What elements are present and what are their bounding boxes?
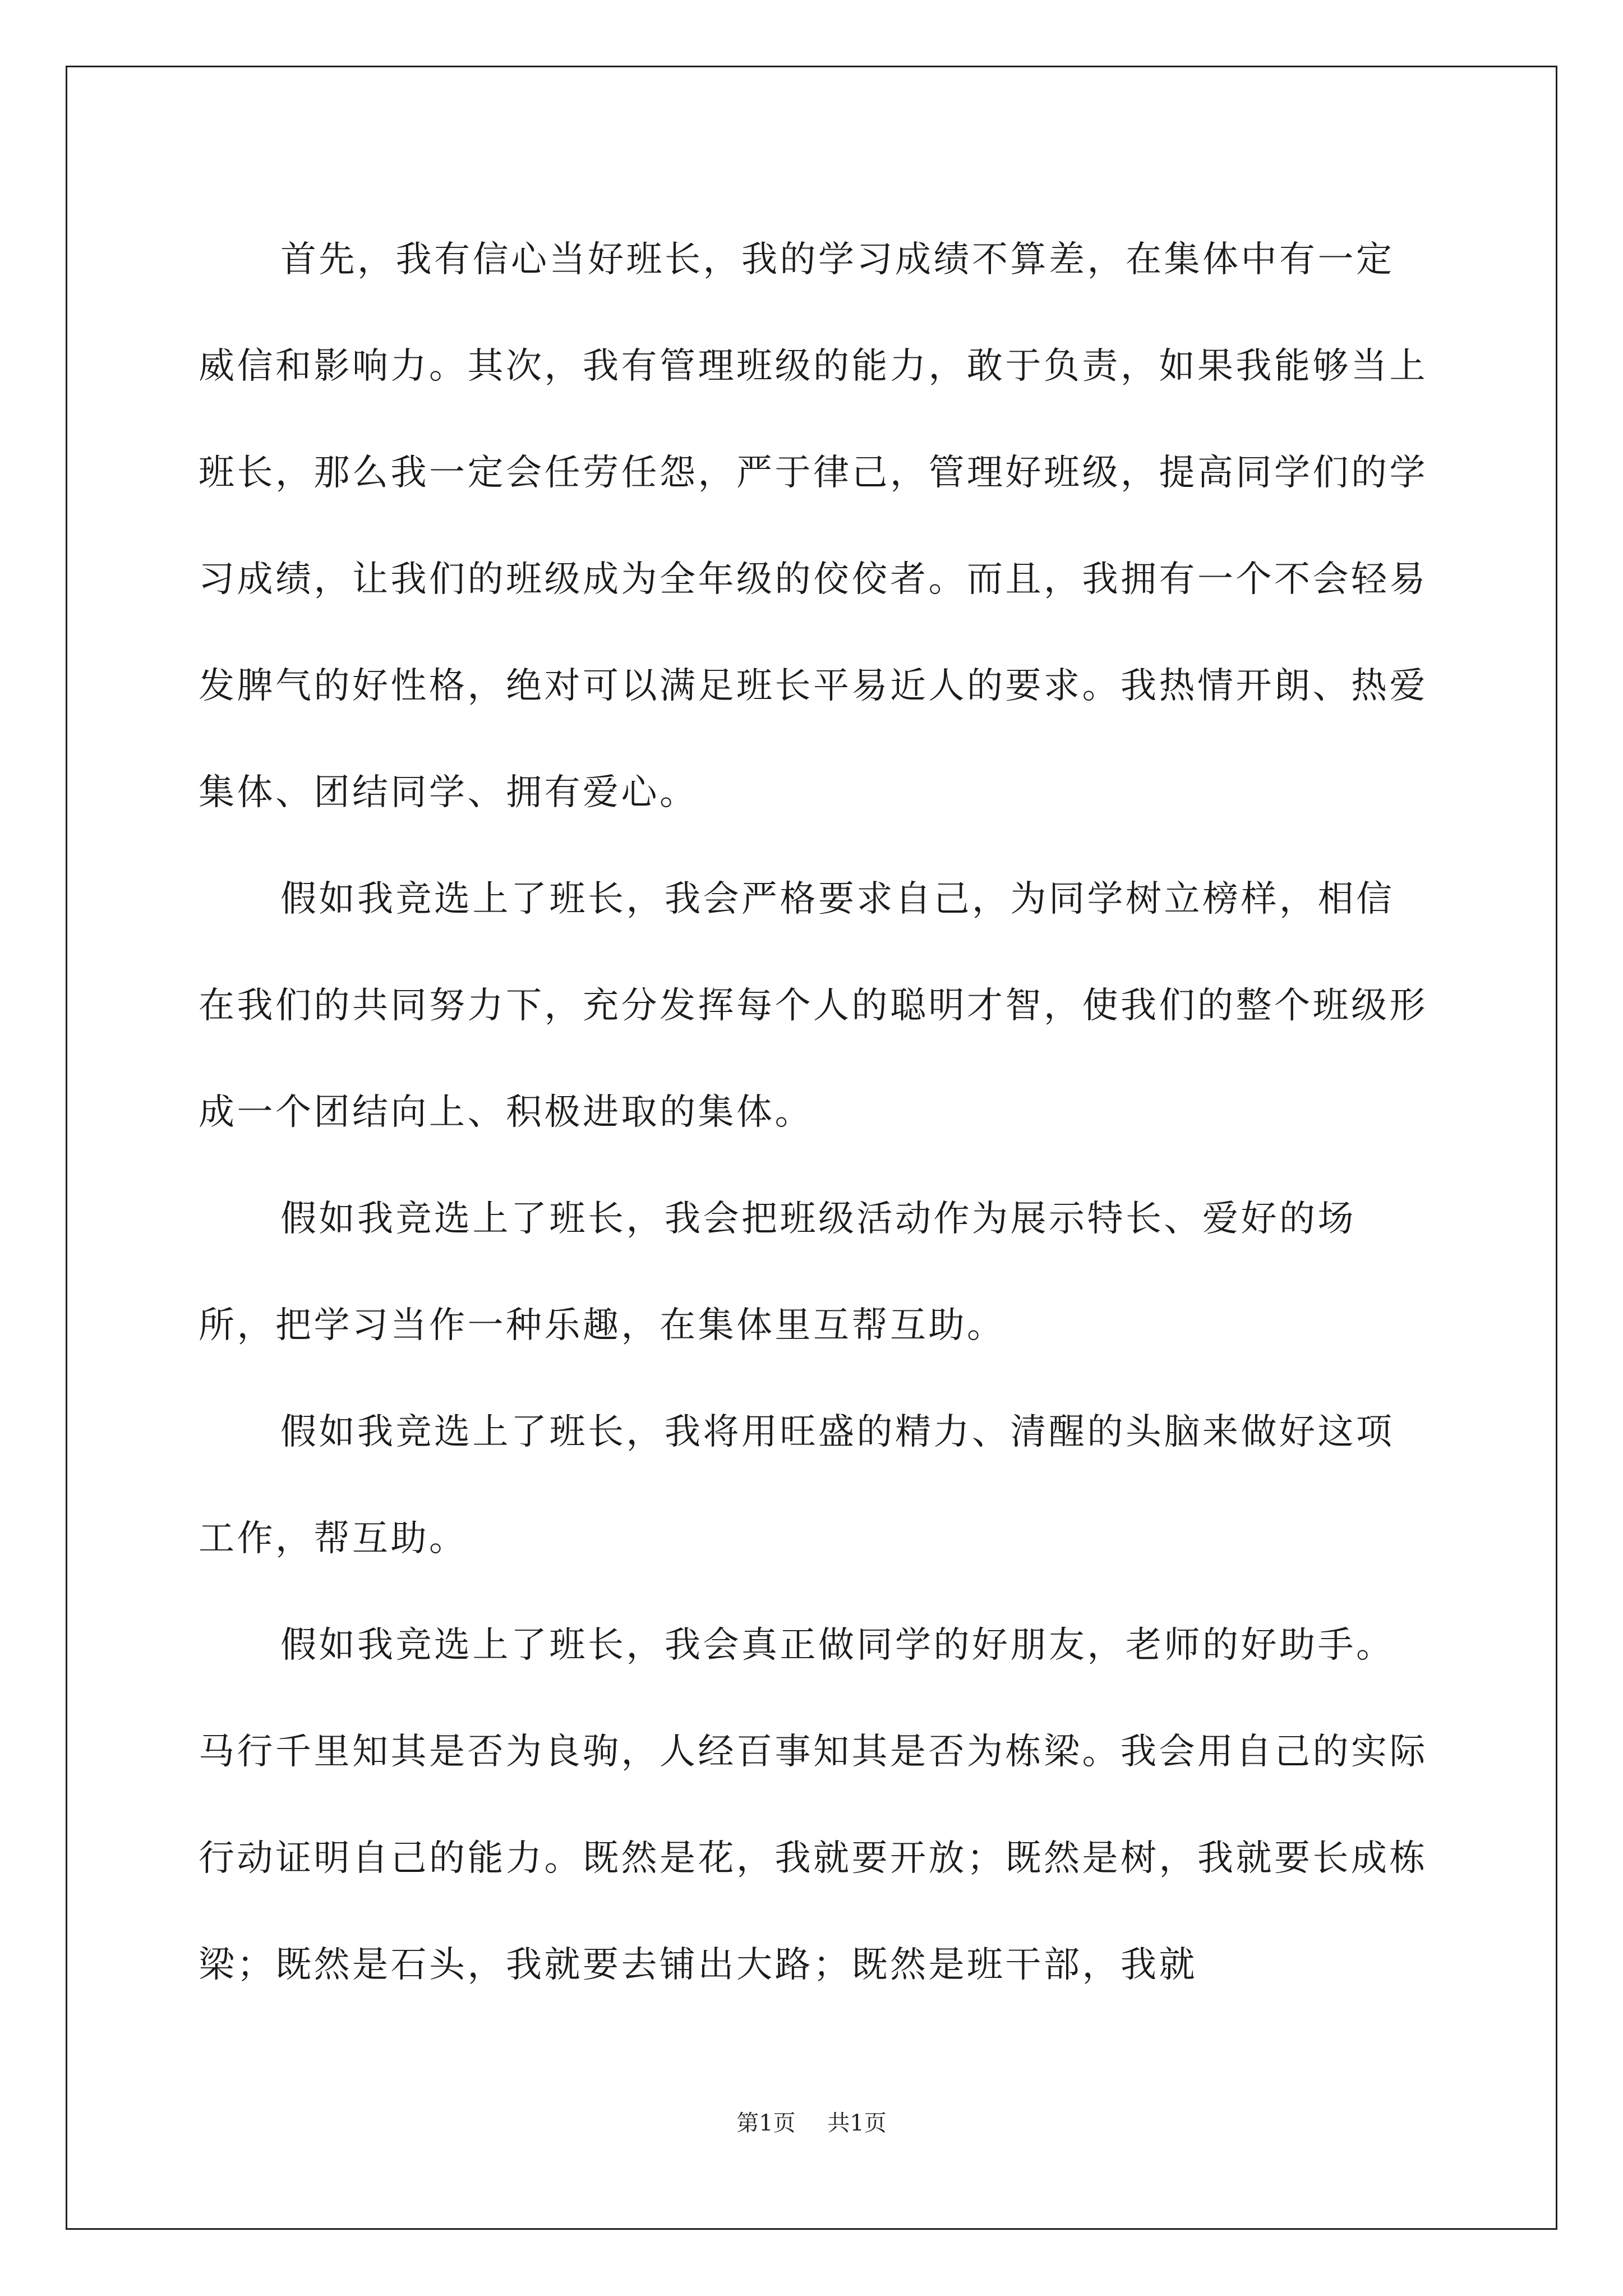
paragraph-5: 假如我竞选上了班长，我会真正做同学的好朋友，老师的好助手。马行千里知其是否为良驹，人经百事知其是否为栋梁。我会用自己的实际行动证明自己的能力。既然是花，我就要开放；既然是树，我就要长成栋梁；既然是石头，我就要去铺出大路；既然是班干部，我就	[199, 1625, 1428, 1986]
total-pages-label: 共1页	[827, 2110, 887, 2136]
current-page-label: 第1页	[736, 2110, 796, 2136]
paragraph-2: 假如我竞选上了班长，我会严格要求自己，为同学树立榜样，相信在我们的共同努力下，充分发挥每个人的聪明才智，使我们的整个班级形成一个团结向上、积极进取的集体。	[199, 878, 1428, 1133]
page-footer	[0, 2105, 1623, 2137]
paragraph-3: 假如我竞选上了班长，我会把班级活动作为展示特长、爱好的场所，把学习当作一种乐趣，在集体里互帮互助。	[199, 1198, 1356, 1346]
document-body	[199, 206, 1432, 2018]
paragraph-4: 假如我竞选上了班长，我将用旺盛的精力、清醒的头脑来做好这项工作，帮互助。	[199, 1411, 1395, 1559]
paragraph-1: 首先，我有信心当好班长，我的学习成绩不算差，在集体中有一定威信和影响力。其次，我有管理班级的能力，敢于负责，如果我能够当上班长，那么我一定会任劳任怨，严于律己，管理好班级，提高同学们的学习成绩，让我们的班级成为全年级的佼佼者。而且，我拥有一个不会轻易发脾气的好性格，绝对可以满足班长平易近人的要求。我热情开朗、热爱集体、团结同学、拥有爱心。	[199, 239, 1428, 813]
